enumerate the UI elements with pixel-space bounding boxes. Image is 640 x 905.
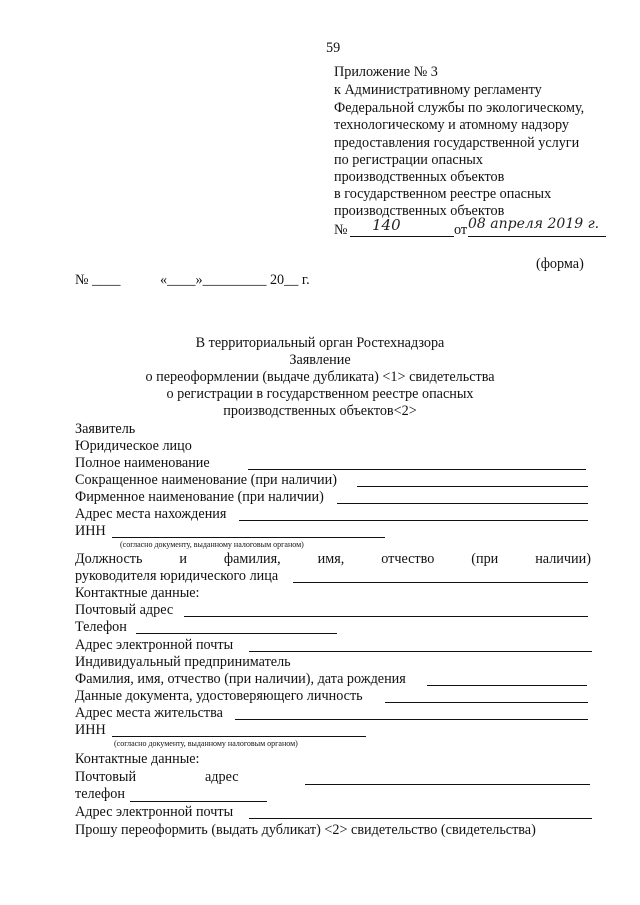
inn-field[interactable] <box>112 537 385 538</box>
brand-name-field[interactable] <box>337 503 588 504</box>
ip-email-field[interactable] <box>249 818 592 819</box>
phone-label: Телефон <box>75 619 127 635</box>
ip-postal-label-2: адрес <box>205 769 239 785</box>
subject-line-2: о регистрации в государственном реестре опасных <box>166 386 474 402</box>
ip-inn-field[interactable] <box>112 736 366 737</box>
contacts-heading: Контактные данные: <box>75 585 200 601</box>
manager-label: руководителя юридического лица <box>75 568 279 584</box>
appendix-line: технологическому и атомному надзору <box>334 117 569 133</box>
ip-inn-label: ИНН <box>75 722 106 738</box>
word: и <box>179 551 187 567</box>
subject-line-3: производственных объектов<2> <box>223 403 417 419</box>
postal-field[interactable] <box>184 616 588 617</box>
request-line: Прошу переоформить (выдать дубликат) <2> свидетельство (свидетельства) <box>75 822 536 838</box>
recipient-line: В территориальный орган Ростехнадзора <box>195 335 445 351</box>
appendix-line: производственных объектов <box>334 203 505 219</box>
inn-label: ИНН <box>75 523 106 539</box>
ip-phone-field[interactable] <box>130 801 267 802</box>
ip-residence-label: Адрес места жительства <box>75 705 223 721</box>
manager-position-line <box>75 551 591 568</box>
postal-label: Почтовый адрес <box>75 602 174 618</box>
address-field[interactable] <box>239 520 588 521</box>
subject-line-1: о переоформлении (выдаче дубликата) <1> свидетельства <box>145 369 495 385</box>
appendix-line: Федеральной службы по экологическому, <box>334 100 585 116</box>
order-date-line <box>468 236 606 237</box>
appendix-line: предоставления государственной услуги <box>334 135 580 151</box>
email-field[interactable] <box>249 651 592 652</box>
order-number-line <box>350 236 454 237</box>
page-number: 59 <box>326 40 341 56</box>
appendix-line: по регистрации опасных <box>334 152 483 168</box>
appendix-line: к Административному регламенту <box>334 82 542 98</box>
inn-note: (согласно документу, выданному налоговым органом) <box>120 540 304 549</box>
form-label: (форма) <box>536 256 584 272</box>
full-name-field[interactable] <box>248 469 586 470</box>
ip-inn-note: (согласно документу, выданному налоговым органом) <box>114 739 298 748</box>
ip-fio-field[interactable] <box>427 685 587 686</box>
ip-heading: Индивидуальный предприниматель <box>75 654 291 670</box>
document-title: Заявление <box>289 352 351 368</box>
short-name-label: Сокращенное наименование (при наличии) <box>75 472 337 488</box>
ip-postal-field[interactable] <box>305 784 590 785</box>
order-date-label: от <box>454 222 468 238</box>
order-number-handwritten: 140 <box>372 216 401 234</box>
word: (при <box>471 551 499 567</box>
ip-postal-label-1: Почтовый <box>75 769 137 785</box>
word: наличии) <box>535 551 591 567</box>
word: Должность <box>75 551 143 567</box>
address-label: Адрес места нахождения <box>75 506 227 522</box>
appendix-line: производственных объектов <box>334 169 505 185</box>
manager-field[interactable] <box>293 582 588 583</box>
word: имя, <box>317 551 345 567</box>
ip-residence-field[interactable] <box>235 719 588 720</box>
ip-email-label: Адрес электронной почты <box>75 804 234 820</box>
application-number: № ____ <box>75 272 121 288</box>
ip-doc-field[interactable] <box>385 702 588 703</box>
application-date: «____»_________ 20__ г. <box>160 272 310 288</box>
legal-entity-heading: Юридическое лицо <box>75 438 192 454</box>
full-name-label: Полное наименование <box>75 455 210 471</box>
ip-phone-label: телефон <box>75 786 125 802</box>
order-number-label: № <box>334 222 348 238</box>
short-name-field[interactable] <box>357 486 588 487</box>
brand-name-label: Фирменное наименование (при наличии) <box>75 489 324 505</box>
appendix-line: в государственном реестре опасных <box>334 186 552 202</box>
phone-field[interactable] <box>136 633 337 634</box>
email-label: Адрес электронной почты <box>75 637 234 653</box>
order-date-handwritten: 08 апреля 2019 г. <box>468 216 600 232</box>
appendix-line: Приложение № 3 <box>334 64 438 80</box>
word: отчество <box>381 551 435 567</box>
word: фамилия, <box>223 551 281 567</box>
applicant-heading: Заявитель <box>75 421 136 437</box>
ip-fio-label: Фамилия, имя, отчество (при наличии), дата рождения <box>75 671 406 687</box>
ip-contacts-heading: Контактные данные: <box>75 751 200 767</box>
ip-doc-label: Данные документа, удостоверяющего личность <box>75 688 363 704</box>
